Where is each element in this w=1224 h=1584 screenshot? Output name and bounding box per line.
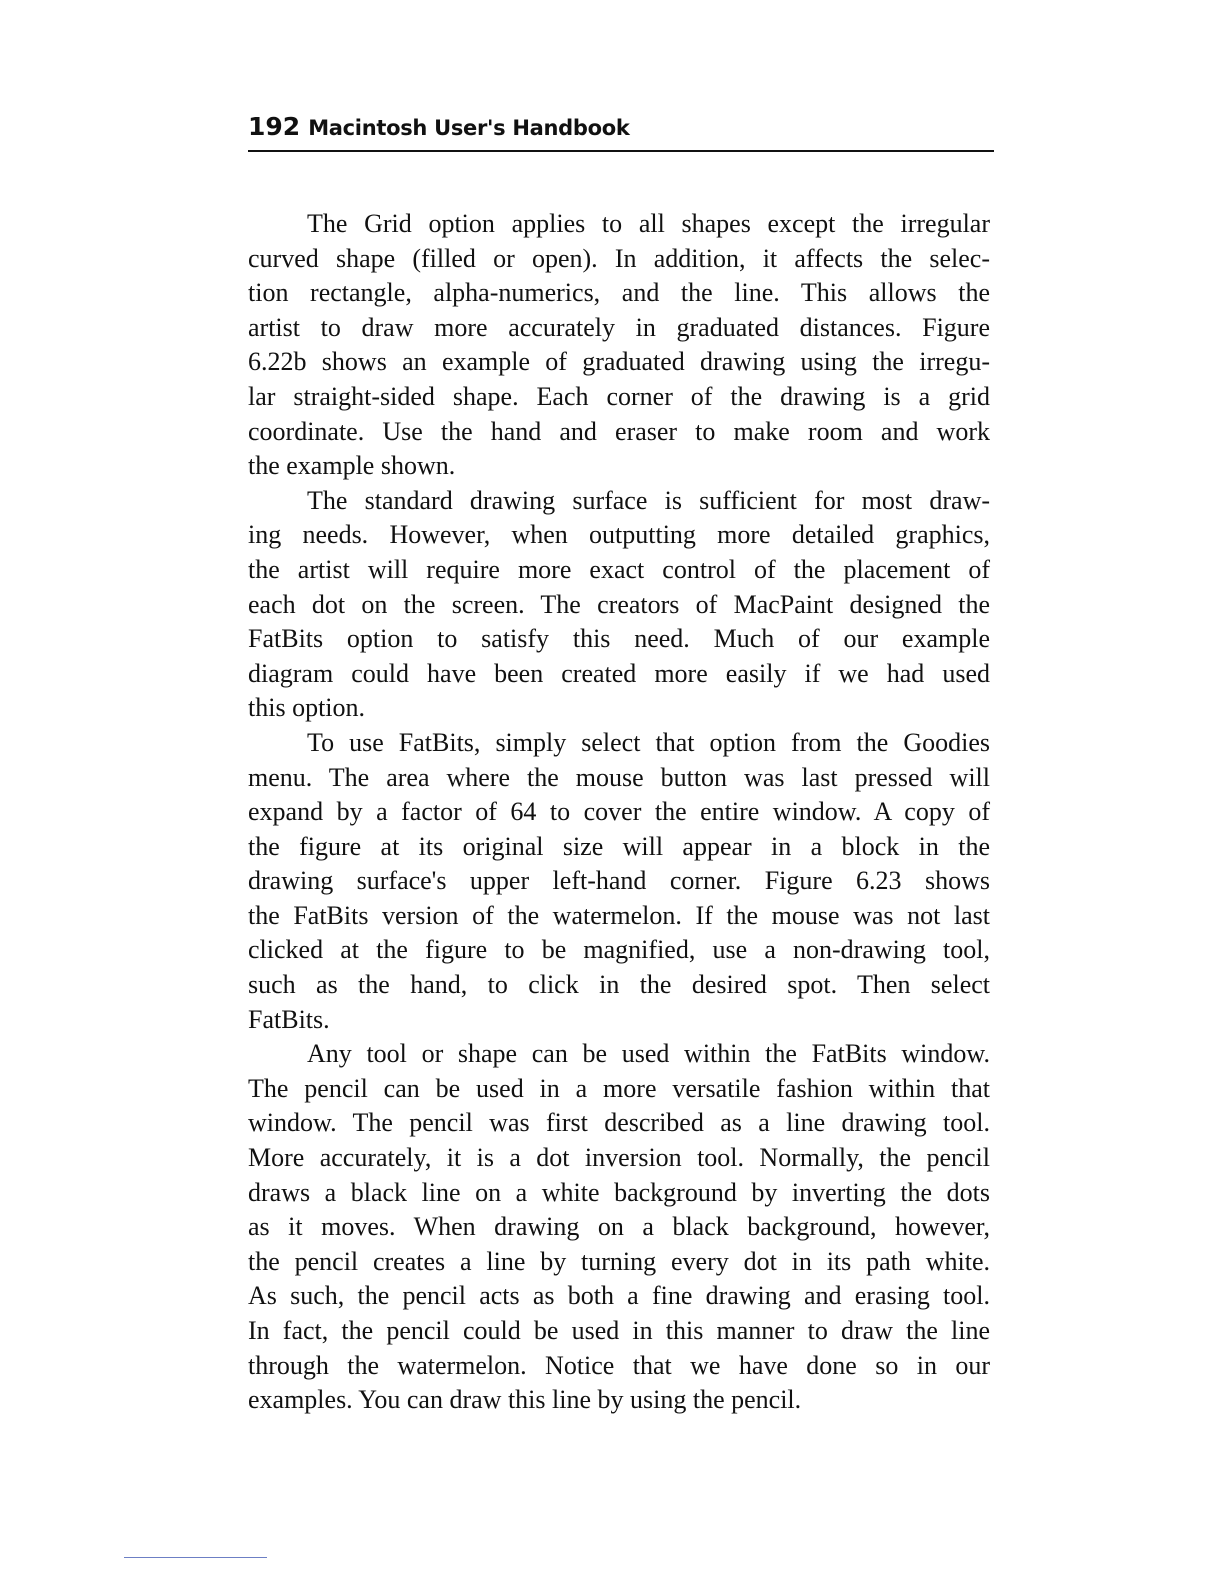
text-line: menu. The area where the mouse button was last pressed will xyxy=(248,762,990,792)
body-text xyxy=(248,207,990,1418)
text-line: coordinate. Use the hand and eraser to make room and work xyxy=(248,416,990,446)
text-line: window. The pencil was first described as a line drawing tool. xyxy=(248,1108,990,1138)
text-line: diagram could have been created more easily if we had used xyxy=(248,658,990,688)
text-line: The standard drawing surface is sufficient for most draw- xyxy=(307,485,990,515)
text-line: To use FatBits, simply select that option from the Goodies xyxy=(307,727,990,757)
text-line: the example shown. xyxy=(248,451,456,481)
paragraph-fatbits-usage xyxy=(248,726,990,1037)
text-line: Any tool or shape can be used within the FatBits window. xyxy=(307,1039,990,1069)
page-number: 192 xyxy=(248,112,301,141)
text-line: FatBits. xyxy=(248,1004,330,1034)
text-line: tion rectangle, alpha-numerics, and the line. This allows the xyxy=(248,278,990,308)
text-line: ing needs. However, when outputting more detailed graphics, xyxy=(248,520,990,550)
footer-rule xyxy=(124,1557,267,1558)
text-line: as it moves. When drawing on a black background, however, xyxy=(248,1212,990,1242)
text-line: the FatBits version of the watermelon. If the mouse was not last xyxy=(248,900,990,930)
text-line: The pencil can be used in a more versatile fashion within that xyxy=(248,1073,990,1103)
text-line: The Grid option applies to all shapes except the irregular xyxy=(307,209,990,238)
text-line: artist to draw more accurately in graduated distances. Figure xyxy=(248,312,990,342)
running-head xyxy=(248,112,994,152)
text-line: lar straight-sided shape. Each corner of the drawing is a grid xyxy=(248,381,990,411)
paragraph-pencil-tool xyxy=(248,1037,990,1418)
text-line: examples. You can draw this line by using the pencil. xyxy=(248,1385,802,1415)
text-line: drawing surface's upper left-hand corner. Figure 6.23 shows xyxy=(248,866,990,896)
text-line: through the watermelon. Notice that we have done so in our xyxy=(248,1350,990,1380)
text-line: each dot on the screen. The creators of MacPaint designed the xyxy=(248,589,990,619)
text-line: curved shape (filled or open). In addition, it affects the selec- xyxy=(248,243,990,273)
paragraph-grid-option xyxy=(248,207,990,484)
text-line: the artist will require more exact control of the placement of xyxy=(248,554,990,584)
text-line: the pencil creates a line by turning every dot in its path white. xyxy=(248,1246,990,1276)
text-line: As such, the pencil acts as both a fine drawing and erasing tool. xyxy=(248,1281,990,1311)
text-line: FatBits option to satisfy this need. Much of our example xyxy=(248,624,990,654)
text-line: 6.22b shows an example of graduated drawing using the irregu- xyxy=(248,347,990,377)
text-line: such as the hand, to click in the desired spot. Then select xyxy=(248,970,990,1000)
text-line: draws a black line on a white background by inverting the dots xyxy=(248,1177,990,1207)
text-line: this option. xyxy=(248,693,366,723)
text-line: clicked at the figure to be magnified, use a non-drawing tool, xyxy=(248,935,990,965)
text-line: More accurately, it is a dot inversion tool. Normally, the pencil xyxy=(248,1143,990,1173)
book-title: Macintosh User's Handbook xyxy=(308,116,630,140)
text-line: expand by a factor of 64 to cover the entire window. A copy of xyxy=(248,797,990,827)
text-line: the figure at its original size will appear in a block in the xyxy=(248,831,990,861)
paragraph-drawing-surface xyxy=(248,484,990,726)
text-line: In fact, the pencil could be used in this manner to draw the line xyxy=(248,1316,990,1345)
